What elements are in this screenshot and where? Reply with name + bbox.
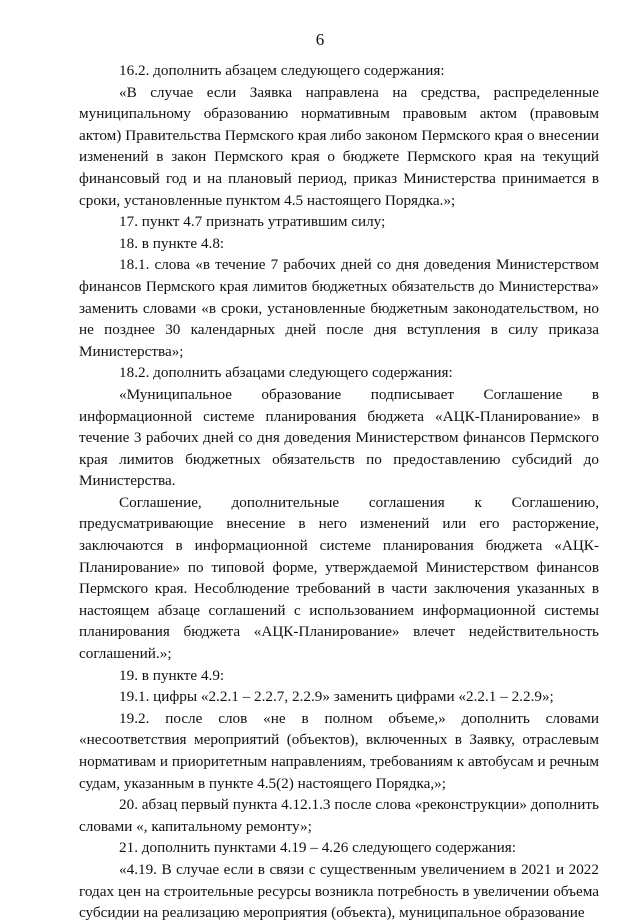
paragraph-19-1: 19.1. цифры «2.2.1 – 2.2.7, 2.2.9» заменить цифрами «2.2.1 – 2.2.9»;	[119, 688, 554, 706]
paragraph-19: 19. в пункте 4.9:	[119, 666, 225, 684]
paragraph-16-2-text: «В случае если Заявка направлена на средства, распределенные муниципальному образованию нормативным правовым актом (правовым актом) Правительства Пермского края либо законом Пермского края о внесении изменений в закон Пермского края о бюджете Пермского края на текущий финансовый год и на плановый период, приказ Министерства принимается в сроки, установленные пунктом 4.5 настоящего Порядка.»;	[79, 83, 599, 209]
document-body	[79, 60, 599, 924]
paragraph-21: 21. дополнить пунктами 4.19 – 4.26 следующего содержания:	[119, 839, 516, 857]
paragraph-16-2: 16.2. дополнить абзацем следующего содержания:	[119, 62, 445, 79]
paragraph-18-2-text-1: «Муниципальное образование подписывает Соглашение в информационной системе планирования бюджета «АЦК-Планирование» в течение 3 рабочих дней со дня доведения Министерством финансов Пермского края лимитов бюджетных обязательств по предоставлению субсидий до Министерства.	[79, 385, 599, 490]
paragraph-18: 18. в пункте 4.8:	[119, 234, 225, 252]
paragraph-18-2: 18.2. дополнить абзацами следующего содержания:	[119, 364, 453, 382]
page-number: 6	[315, 30, 325, 49]
paragraph-18-2-text-2: Соглашение, дополнительные соглашения к Соглашению, предусматривающие внесение в него изменений или его расторжение, заключаются в информационной системе планирования бюджета «АЦК-Планирование» по типовой форме, утверждаемой Министерством финансов Пермского края. Несоблюдение требований в части заключения указанных в настоящем абзаце соглашений с использованием информационной системы планирования бюджета «АЦК-Планирование» влечет недействительность соглашений.»;	[79, 493, 599, 663]
paragraph-4-19: «4.19. В случае если в связи с существенным увеличением в 2021 и 2022 годах цен на строительные ресурсы возникла потребность в увеличении объема субсидии на реализацию мероприятия (объекта), муниципальное образование	[79, 860, 599, 922]
paragraph-17: 17. пункт 4.7 признать утратившим силу;	[119, 213, 386, 231]
paragraph-18-1: 18.1. слова «в течение 7 рабочих дней со дня доведения Министерством финансов Пермского края лимитов бюджетных обязательств до Министерства» заменить словами «в сроки, установленные бюджетным законодательством, но не позднее 30 календарных дней после дня вступления в силу приказа Министерства»;	[79, 256, 599, 360]
paragraph-20: 20. абзац первый пункта 4.12.1.3 после слова «реконструкции» дополнить словами «, капитальному ремонту»;	[79, 796, 599, 835]
paragraph-19-2: 19.2. после слов «не в полном объеме,» дополнить словами «несоответствия мероприятий (объектов), включенных в Заявку, отраслевым нормативам и приоритетным направлениям, требованиям к автобусам и речным судам, указанным в пункте 4.5(2) настоящего Порядка,»;	[79, 709, 599, 792]
